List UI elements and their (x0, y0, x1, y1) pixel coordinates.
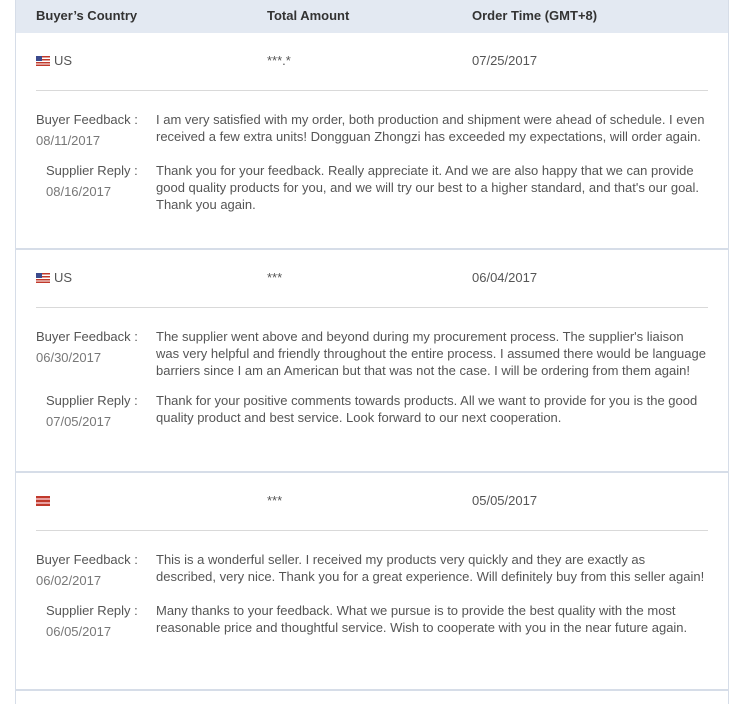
total-amount: *** (267, 270, 283, 285)
supplier-reply-label: Supplier Reply : (46, 393, 138, 408)
buyer-feedback-text: This is a wonderful seller. I received my products very quickly and they are exactly as described, very nice. Thank you for a great experience. Will definitely buy from this seller again! (156, 552, 705, 584)
buyer-feedback-label: Buyer Feedback : (36, 112, 138, 127)
buyer-country (36, 270, 72, 286)
buyer-feedback-date: 06/30/2017 (36, 350, 102, 365)
order-time: 05/05/2017 (472, 493, 538, 508)
review-card (16, 250, 728, 473)
buyer-feedback-date: 06/02/2017 (36, 573, 102, 588)
supplier-reply (36, 392, 708, 430)
supplier-reply-text: Thank for your positive comments towards products. All we want to provide for you is the good quality product and best service. Look forward to our next cooperation. (156, 393, 698, 425)
us-flag-icon (36, 271, 50, 286)
order-summary (16, 250, 728, 307)
table-header (16, 0, 728, 33)
buyer-feedback (36, 111, 708, 149)
buyer-feedback (36, 551, 708, 589)
country-name: US (54, 270, 73, 285)
supplier-reply (36, 162, 708, 213)
total-amount: ***.* (267, 53, 291, 68)
reviews-table (15, 0, 729, 704)
supplier-reply-text: Many thanks to your feedback. What we pursue is to provide the best quality with the most reasonable price and thoughtful service. Wish to cooperate with you in the near future again. (156, 603, 688, 635)
buyer-country (36, 493, 54, 509)
review-card (16, 473, 728, 691)
supplier-reply-date: 08/16/2017 (46, 184, 112, 199)
buyer-feedback-label: Buyer Feedback : (36, 552, 138, 567)
supplier-reply-date: 06/05/2017 (46, 624, 112, 639)
flag-icon (36, 494, 50, 509)
review-card (16, 33, 728, 250)
buyer-feedback-text: The supplier went above and beyond during my procurement process. The supplier's liaison was very helpful and friendly throughout the entire process. I assumed there would be language barriers since I am an American but that was not the case. I will be ordering from them again! (156, 329, 706, 378)
order-time: 06/04/2017 (472, 270, 538, 285)
order-summary (16, 33, 728, 90)
total-amount: *** (267, 493, 283, 508)
supplier-reply-label: Supplier Reply : (46, 603, 138, 618)
buyer-feedback (36, 328, 708, 379)
country-name: US (54, 53, 73, 68)
buyer-country (36, 53, 72, 69)
supplier-reply (36, 602, 708, 640)
buyer-feedback-text: I am very satisfied with my order, both production and shipment were ahead of schedule. I even received a few extra units! Dongguan Zhongzi has exceeded my expectations, will order again. (156, 112, 705, 144)
header-order-time: Order Time (GMT+8) (472, 8, 598, 23)
supplier-reply-date: 07/05/2017 (46, 414, 112, 429)
buyer-feedback-date: 08/11/2017 (36, 133, 101, 148)
supplier-reply-label: Supplier Reply : (46, 163, 138, 178)
order-summary (16, 473, 728, 530)
supplier-reply-text: Thank you for your feedback. Really appreciate it. And we are also happy that we can provide good quality products for you, and we will try our best to a higher standard, and that's our goal. Thank you again. (156, 163, 700, 212)
order-time: 07/25/2017 (472, 53, 538, 68)
header-amount: Total Amount (267, 8, 350, 23)
us-flag-icon (36, 54, 50, 69)
buyer-feedback-label: Buyer Feedback : (36, 329, 138, 344)
header-country: Buyer’s Country (36, 8, 138, 23)
